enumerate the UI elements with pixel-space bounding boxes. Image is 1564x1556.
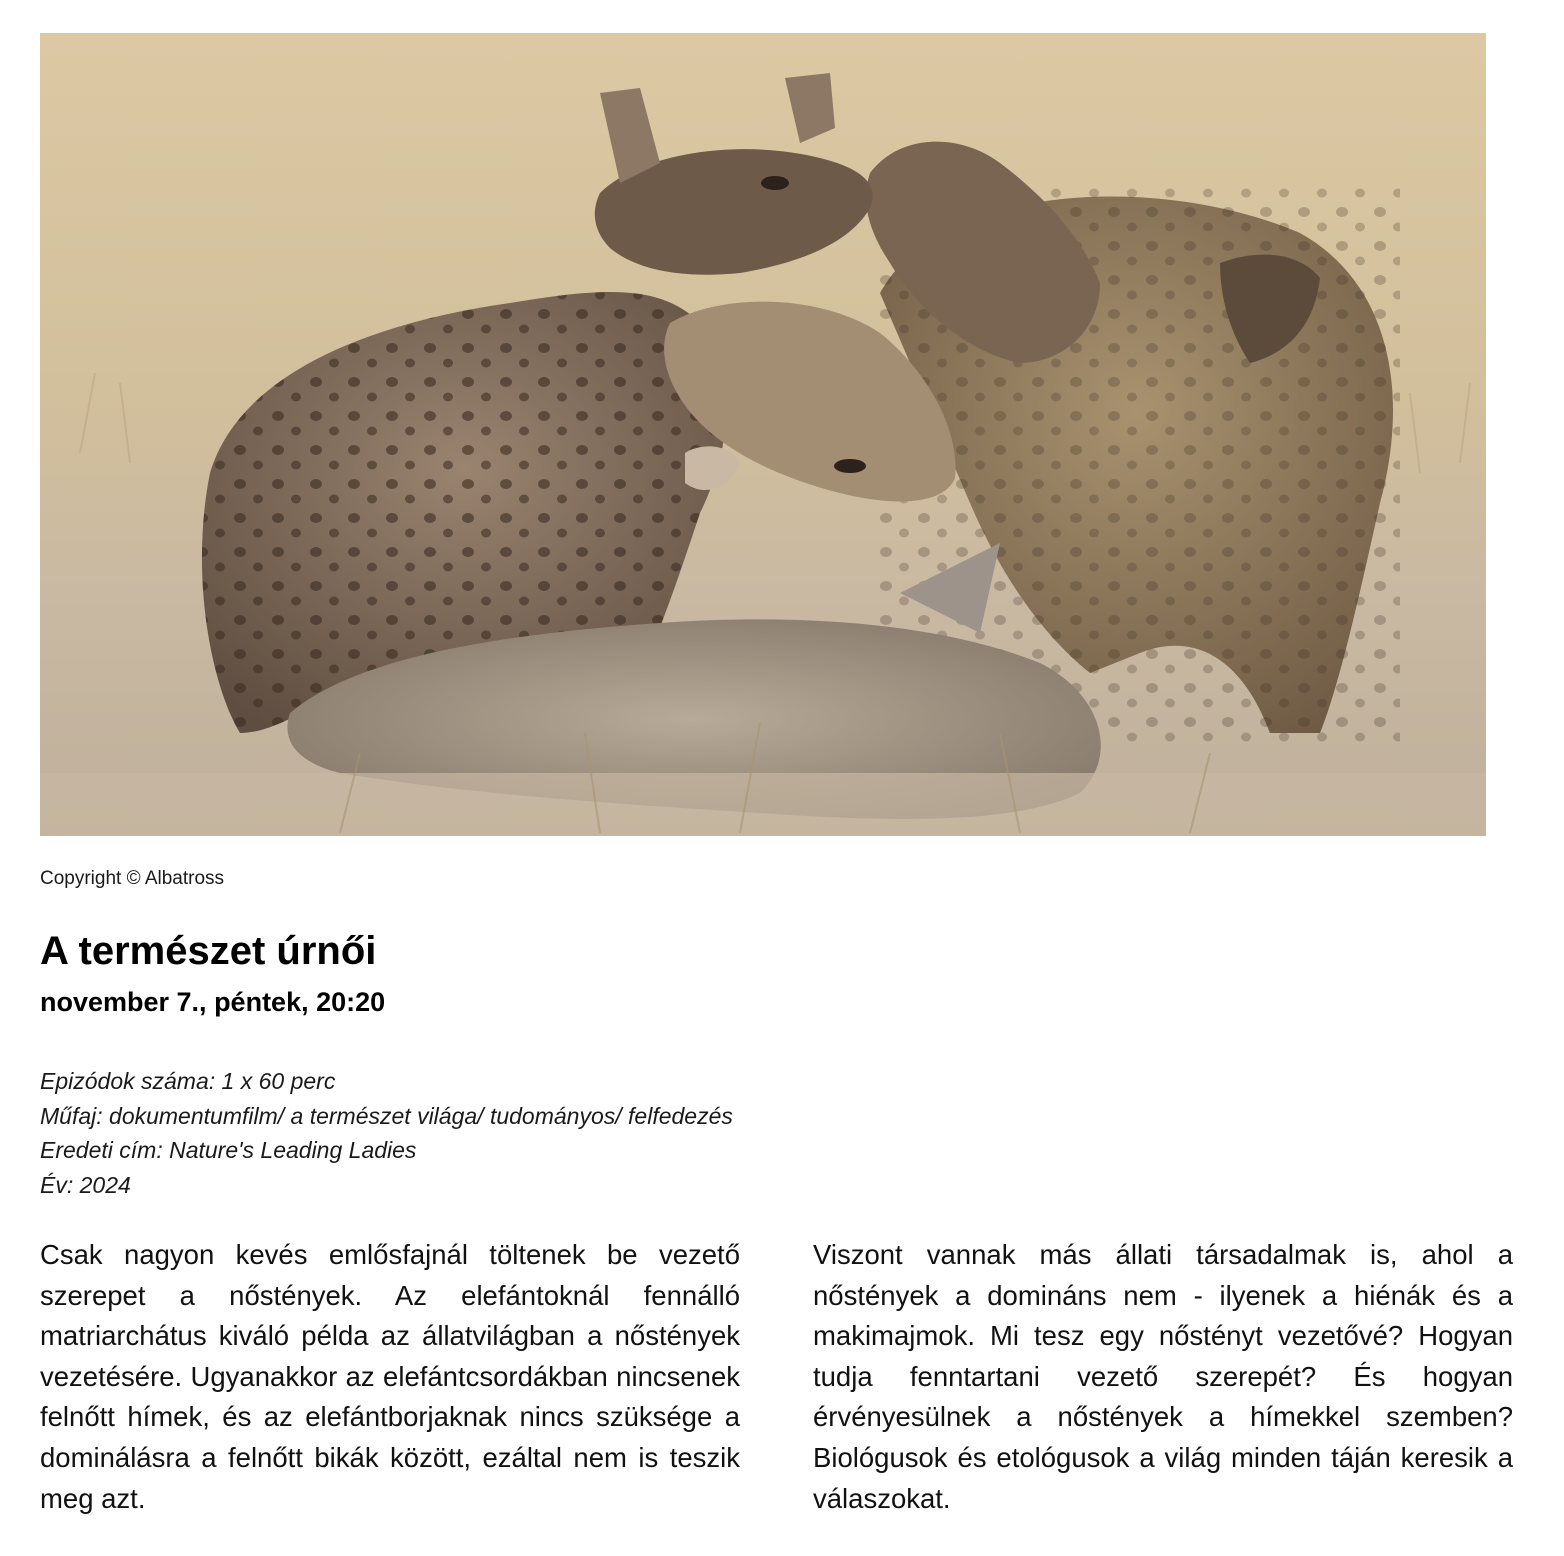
body-column-right: Viszont vannak más állati társadalmak is, ahol a nőstények a domináns nem - ilyenek a hiénák és a makimajmok. Mi tesz egy nőstényt vezetővé? Hogyan tudja fenntartani vezető szerepét? És hogyan érvényesülnek a nőstények a hímekkel szemben? Biológusok és etológusok a világ minden táján keresik a válaszokat. (813, 1239, 1513, 1514)
airtime: november 7., péntek, 20:20 (40, 987, 386, 1017)
page-title: A természet úrnői (40, 929, 377, 973)
hyena-family-photo-icon (40, 33, 1486, 836)
meta-genre: Műfaj: dokumentumfilm/ a természet világa/ tudományos/ felfedezés (40, 1102, 733, 1129)
meta-original-title: Eredeti cím: Nature's Leading Ladies (40, 1137, 417, 1163)
photo-copyright: Copyright © Albatross (40, 868, 225, 889)
program-meta (40, 1064, 733, 1202)
meta-year: Év: 2024 (40, 1171, 131, 1198)
hero-photo (40, 33, 1486, 836)
body-column-left: Csak nagyon kevés emlősfajnál töltenek be vezető szerepet a nőstények. Az elefántoknál fennálló matriarchátus kiváló példa az állatvilágban a nőstények vezetésére. Ugyanakkor az elefántcsordákban nincsenek felnőtt hímek, és az elefántborjaknak nincs szüksége a dominálásra a felnőtt bikák között, ezáltal nem is teszik meg azt. (40, 1239, 740, 1514)
meta-episodes: Epizódok száma: 1 x 60 perc (40, 1068, 336, 1094)
